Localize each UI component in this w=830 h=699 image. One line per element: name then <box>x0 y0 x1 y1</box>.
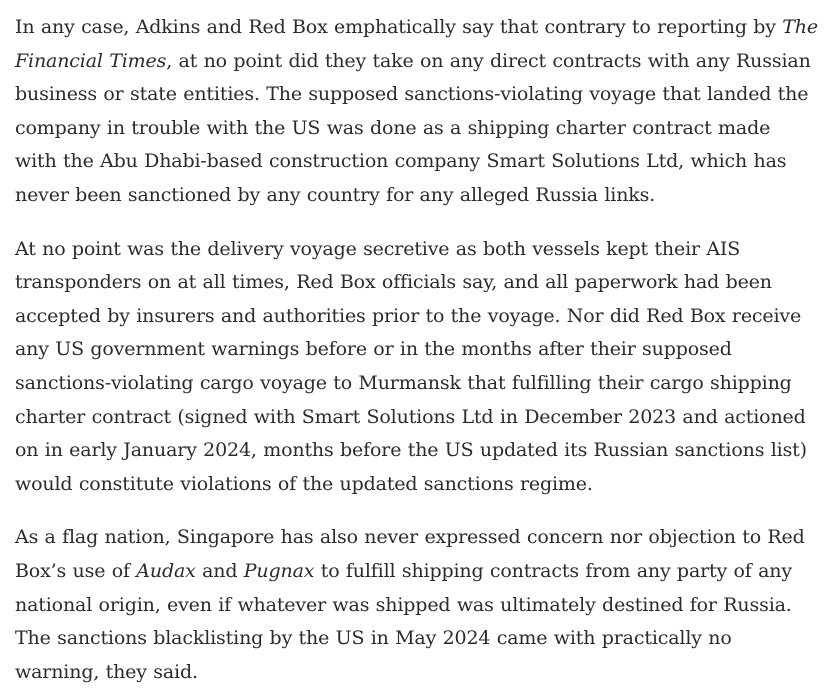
paragraph-3-text-and: and <box>195 559 244 582</box>
paragraph-1-text-cont: , at no point did they take on any direct contracts with any Russian business or state entities. The supposed sanctions-violating voyage that landed the company in trouble with the US was done as a shipping charter contract made with the Abu Dhabi-based construction company Smart Solutions Ltd, which has never been sanctioned by any country for any alleged Russia links. <box>15 49 811 206</box>
paragraph-1 <box>15 11 818 213</box>
vessel-name-pugnax: Pugnax <box>243 559 315 582</box>
paragraph-2-text: At no point was the delivery voyage secretive as both vessels kept their AIS transponders on at all times, Red Box officials say, and all paperwork had been accepted by insurers and authorities prior to the voyage. Nor did Red Box receive any US government warnings before or in the months after their supposed sanctions-violating cargo voyage to Murmansk that fulfilling their cargo shipping charter contract (signed with Smart Solutions Ltd in December 2023 and actioned on in early January 2024, months before the US updated its Russian sanctions list) would constitute violations of the updated sanctions regime. <box>15 237 807 495</box>
paragraph-3-text-cont: to fulfill shipping contracts from any party of any national origin, even if whatever was shipped was ultimately destined for Russia. The sanctions blacklisting by the US in May 2024 came with practically no warning, they said. <box>15 559 792 683</box>
paragraph-3 <box>15 521 818 689</box>
paragraph-3-text: As a flag nation, Singapore has also never expressed concern nor objection to Red Box’s use of <box>15 526 805 582</box>
paragraph-1-text: In any case, Adkins and Red Box emphatically say that contrary to reporting by <box>15 16 783 38</box>
publication-name-italic: The Financial Times <box>15 16 818 72</box>
vessel-name-audax: Audax <box>136 559 196 582</box>
paragraph-2 <box>15 233 818 502</box>
